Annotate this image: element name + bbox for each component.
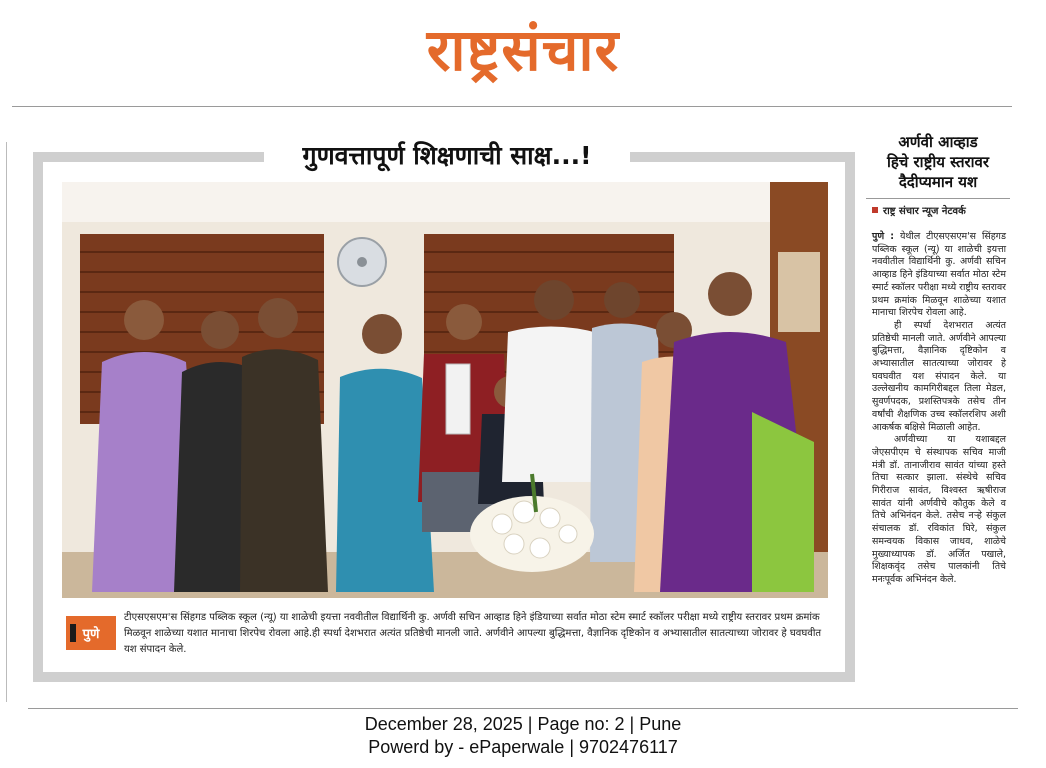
headline-box [264,131,630,179]
footer-date-page: December 28, 2025 | Page no: 2 | Pune [364,714,682,734]
body-paragraph: अर्णवीच्या या यशाबद्दल जेएसपीएम चे संस्थापक सचिव माजी मंत्री डॉ. तानाजीराव सावंत यांच्या हस्ते तिचा सत्कार झाला. संस्थेचे सचिव गिरीराज सावंत, विश्वस्त ऋषीराज सावंत यांनी अर्णवीचे कौतुक केले व तिचे अभिनंदन केले. तसेच नऱ्हे संकुल संचालक डॉ. रविकांत घिरे, संकुल समन्वयक विकास जाधव, शाळेचे मुख्याध्यापक डॉ. अर्जित पखाले, शिक्षकवृंद तसेच पालकांनी तिचे मनःपूर्वक अभिनंदन केले. [872,434,1006,585]
sidebar-divider [866,198,1010,199]
dateline: पुणे : [872,231,895,242]
photo-caption-row [66,604,826,664]
group-photo-illustration [62,182,828,598]
sidebar-headline-line: अर्णवी आव्हाड [898,133,978,151]
sidebar-headline [860,132,1016,192]
newspaper-logo: राष्ट्रसंचार [426,16,620,84]
masthead [0,0,1046,108]
bullet-square-icon [872,207,878,213]
sidebar-headline-line: हिचे राष्ट्रीय स्तरावर [886,153,990,171]
group-photo[interactable] [62,182,828,598]
sidebar-article [860,126,1016,708]
paragraph-text: येथील टीएसएसएम'स सिंहगड पब्लिक स्कूल (न्यू) या शाळेची इयत्ता नववीतील विद्यार्थिनी कु. अर्णवी सचिन आव्हाड हिने इंडियाच्या सर्वात मोठा स्टेम स्मार्ट स्कॉलर परीक्षा मध्ये राष्ट्रीय स्तरावर प्रथम क्रमांक मिळवून शाळेच्या यशात मानाचा शिरपेच रोवला आहे. [872,231,1006,319]
footer-divider [28,708,1018,709]
footer-powered-by: Powerd by - ePaperwale | 9702476117 [368,737,678,757]
article-headline: गुणवत्तापूर्ण शिक्षणाची साक्ष...! [302,141,592,170]
header-divider [12,106,1012,107]
column-divider [6,142,7,702]
footer [0,713,1046,759]
sidebar-headline-line: दैदीप्यमान यश [898,173,978,191]
body-paragraph [872,231,1006,320]
body-paragraph: ही स्पर्धा देशभरात अत्यंत प्रतिष्ठेची मानली जाते. अर्णवीने आपल्या बुद्धिमत्ता, वैज्ञानिक दृष्टिकोन व अभ्यासातील सातत्याच्या जोरावर हे घवघवीत यश संपादन केले. या उल्लेखनीय कामगिरीबद्दल तिला मेडल, सुवर्णपदक, प्रशस्तिपत्रके तसेच तीन वर्षांची शैक्षणिक उच्च स्कॉलरशिप अशी आकर्षक बक्षिसे मिळाली आहेत. [872,319,1006,433]
city-tag: पुणे [66,616,116,650]
sidebar-body [860,231,1016,587]
photo-caption: टीएसएसएम'स सिंहगड पब्लिक स्कूल (न्यू) या शाळेची इयत्ता नववीतील विद्यार्थिनी कु. अर्णवी सचिन आव्हाड हिने इंडियाच्या सर्वात मोठा स्टेम स्मार्ट स्कॉलर परीक्षा मध्ये राष्ट्रीय स्तरावर प्रथम क्रमांक मिळवून शाळेच्या यशात मानाचा शिरपेच रोवला आहे.ही स्पर्धा देशभरात अत्यंत प्रतिष्ठेची मानली जाते. अर्णवीने आपल्या बुद्धिमत्ता, वैज्ञानिक दृष्टिकोन व अभ्यासातील सातत्याच्या जोरावर हे घवघवीत यश संपादन केले. [124,612,822,655]
byline [860,203,1016,217]
byline-text: राष्ट्र संचार न्यूज नेटवर्क [883,206,966,217]
